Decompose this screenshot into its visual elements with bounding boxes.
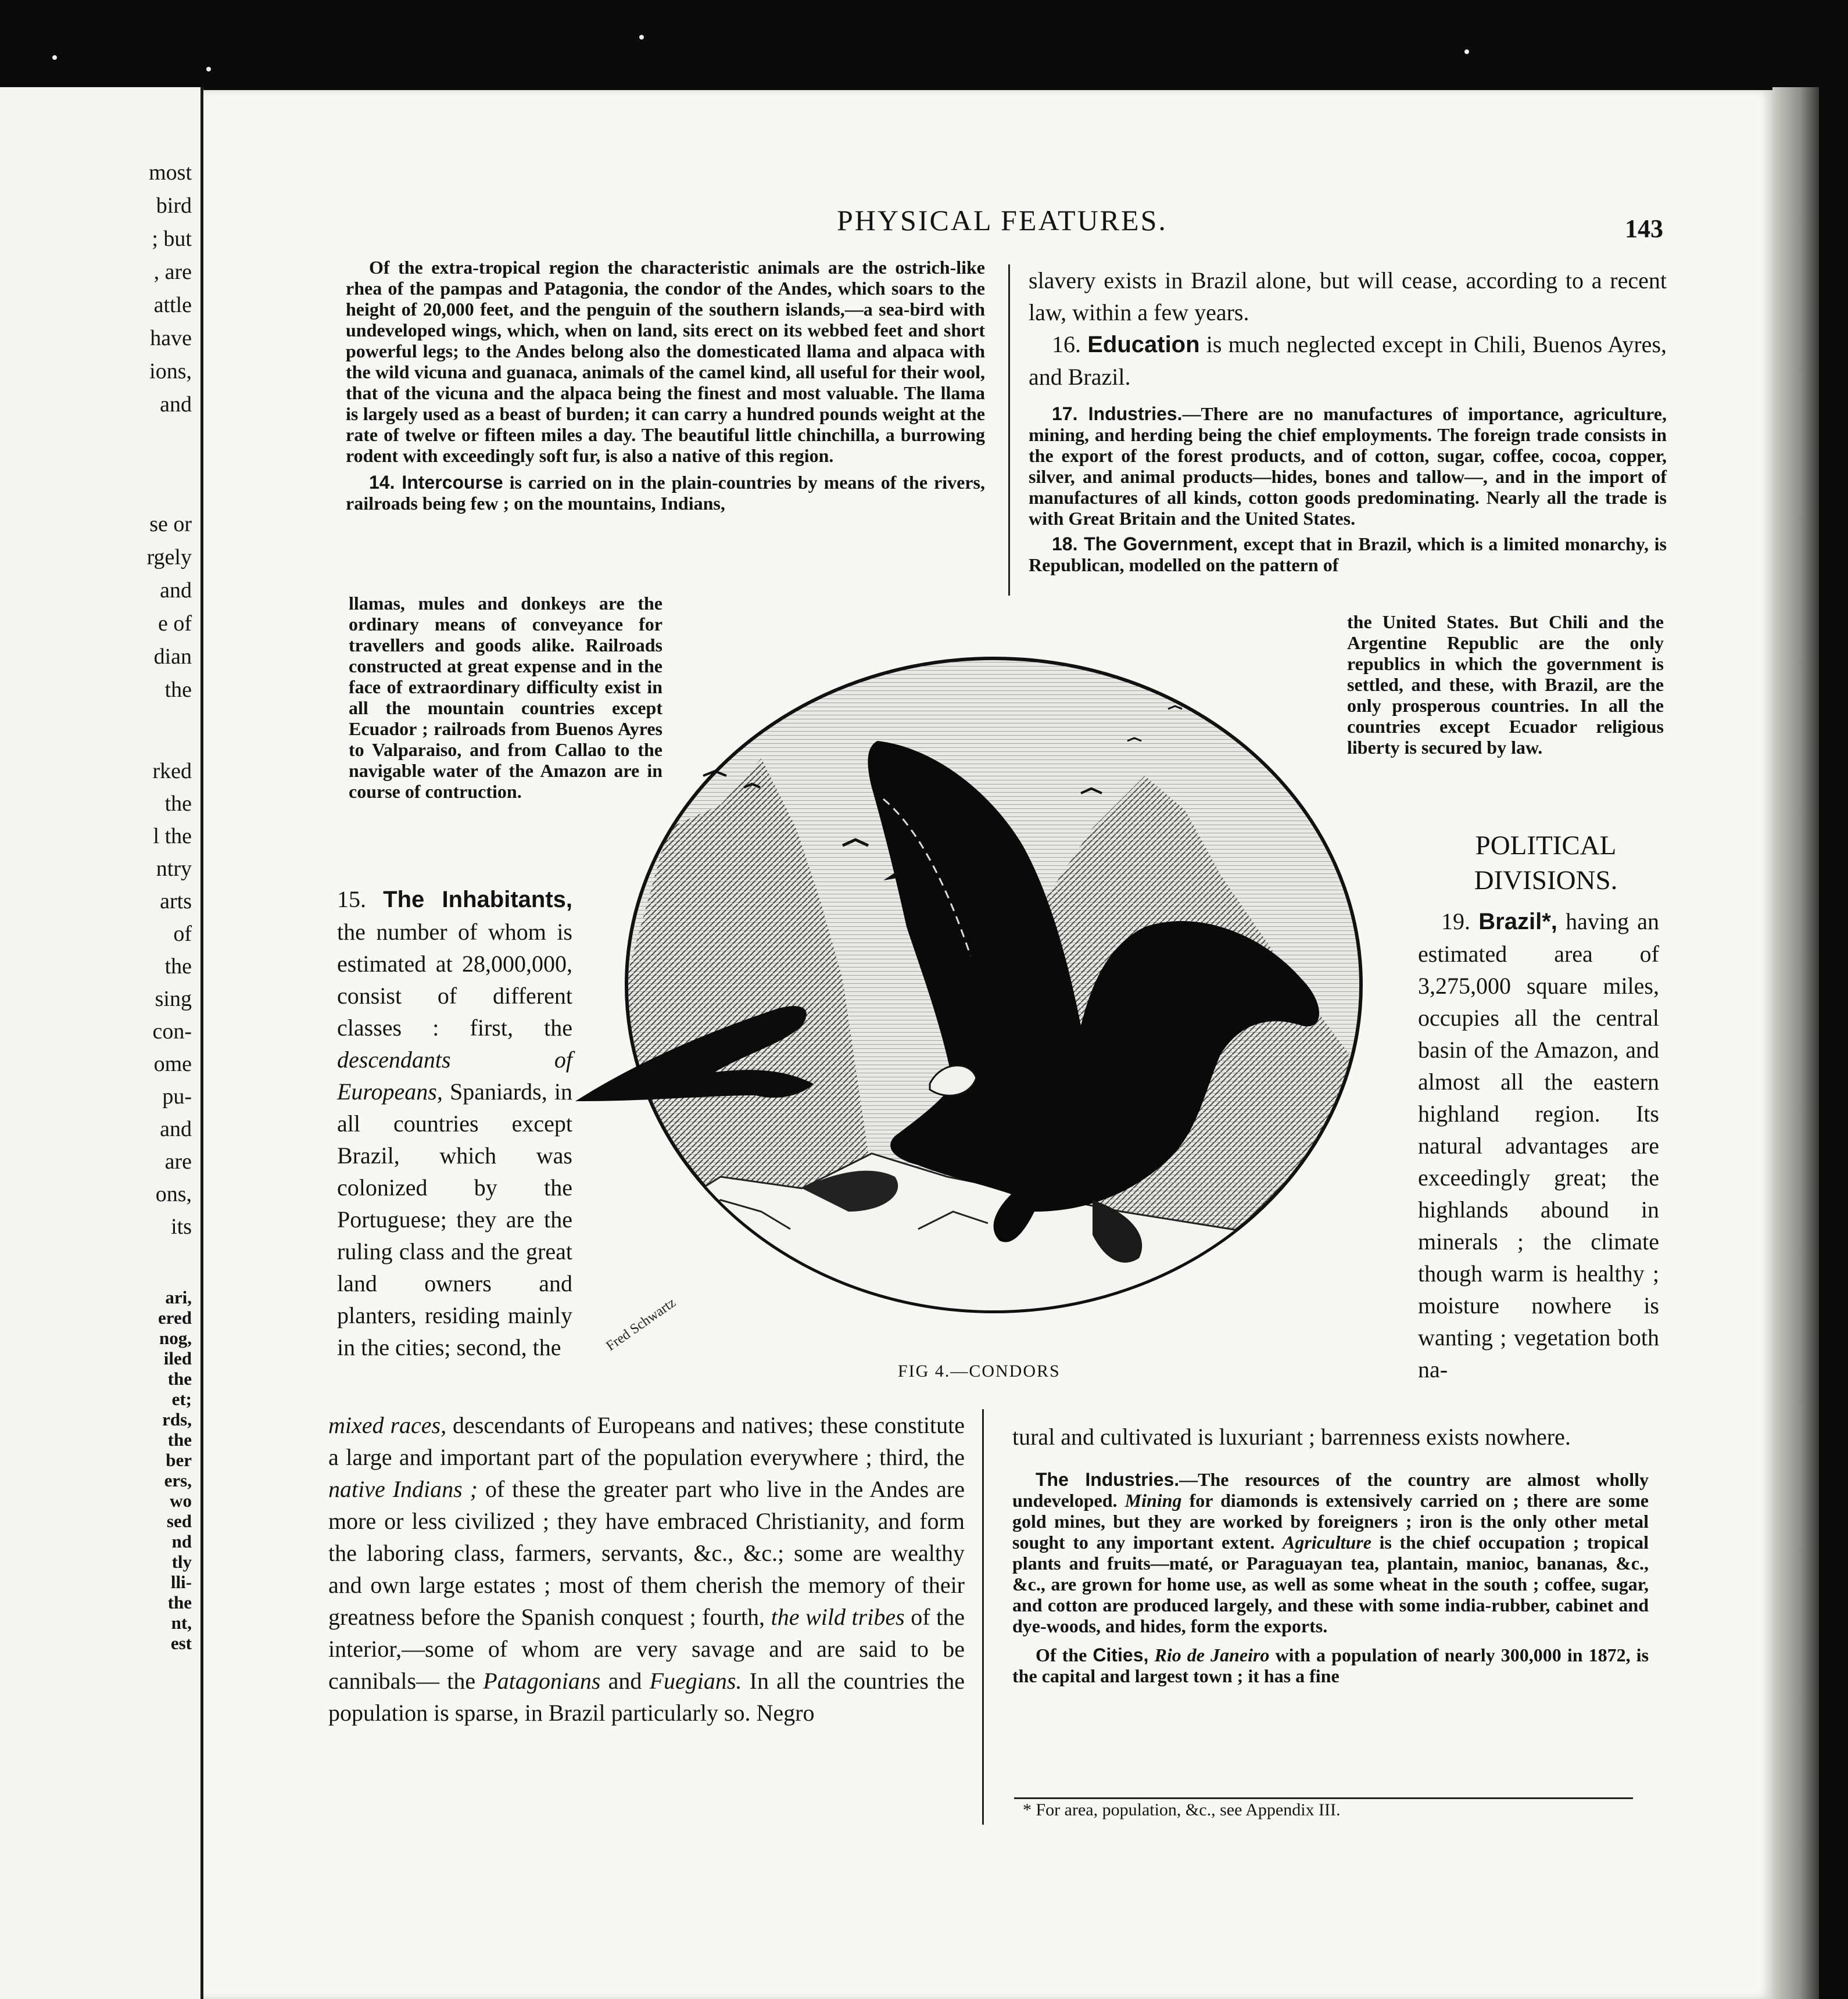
- left-page-fragment: ions,: [149, 359, 192, 384]
- dust-speck: [639, 35, 644, 40]
- text-run: is the chief occupation ; tropical plants and fruits—maté, or Paraguayan tea, plantain, manioc, bananas, &c., &c., are grown for home use, as well as some wheat in the south ; coffee, sugar, and cotton are produced largely, and these with some india-rubber, cabinet and dye-woods, and hides, form the exports.: [1012, 1532, 1649, 1636]
- left-page-fragment: nog,: [159, 1328, 192, 1348]
- left-page-fragment: sing: [155, 987, 192, 1011]
- industries-heading: 17. Industries.: [1052, 403, 1183, 424]
- republics-paragraph: the United States. But Chili and the Argentine Republic are the only republics in which the government is settled, and these, with Brazil, are the only prosperous countries. In all the countries except Ecuador religious liberty is secured by law.: [1347, 611, 1664, 758]
- left-page-fragment: est: [170, 1633, 192, 1653]
- left-page-fragment: and: [160, 392, 192, 417]
- dust-speck: [1464, 49, 1469, 54]
- left-page-fragment: et;: [171, 1389, 192, 1409]
- left-page-fragment: the: [164, 678, 192, 702]
- left-page-fragment: rgely: [146, 545, 192, 569]
- column-rule-bottom: [982, 1409, 984, 1825]
- left-page-fragment: sed: [166, 1511, 192, 1531]
- text-run: Of the: [1036, 1645, 1093, 1665]
- left-page-fragment: the: [167, 1430, 192, 1450]
- page-number: 143: [1625, 214, 1663, 243]
- left-page-fragment: con-: [152, 1019, 192, 1044]
- column-rule-top: [1008, 264, 1010, 596]
- condor-illustration: [570, 654, 1424, 1374]
- left-page-fragment: wo: [170, 1491, 192, 1511]
- political-divisions-title: [1453, 828, 1639, 898]
- education-number: 16.: [1052, 331, 1081, 357]
- inhabitants-heading: The Inhabitants,: [383, 887, 572, 912]
- left-page-fragment: the: [167, 1369, 192, 1389]
- text-run: In all the countries the population is sparse, in Brazil particularly so. Negro: [328, 1668, 965, 1726]
- left-page-fragment: of: [173, 922, 192, 946]
- brazil-industries-heading: The Industries.: [1036, 1469, 1180, 1490]
- left-page-fragment: , are: [153, 260, 192, 284]
- left-page-fragment: its: [171, 1215, 192, 1239]
- text-run: for diamonds is extensively carried on ; there are some gold mines, but they are worked by foreigners ; iron is the only other metal sought to any important extent.: [1012, 1490, 1649, 1553]
- dust-speck: [52, 55, 57, 60]
- left-page-fragment: tly: [171, 1552, 192, 1572]
- education-heading: Education: [1087, 332, 1200, 357]
- title-line-2: DIVISIONS.: [1474, 865, 1618, 895]
- left-page-fragment: the: [164, 791, 192, 816]
- industries-paragraph: [1029, 403, 1667, 529]
- brazil-industries-paragraph: [1012, 1469, 1649, 1636]
- education-text: is much neglected except in Chili, Buenos Ayres, and Brazil.: [1029, 331, 1667, 390]
- figure-caption: FIG 4.—CONDORS: [898, 1362, 1061, 1381]
- intercourse-text: is carried on in the plain-countries by means of the rivers, railroads being few ; on the mountains, Indians,: [346, 472, 986, 514]
- left-page-fragment: ons,: [155, 1182, 192, 1206]
- footnote-rule: [1014, 1797, 1633, 1799]
- government-heading: 18. The Government,: [1052, 533, 1238, 554]
- left-page-fragment: most: [149, 160, 192, 185]
- mixed-races: mixed races,: [328, 1412, 447, 1438]
- cities-paragraph: [1012, 1645, 1649, 1686]
- wild-tribes: the wild tribes: [771, 1604, 905, 1630]
- left-page-fragment: lli-: [170, 1572, 192, 1592]
- right-column-top: [1029, 264, 1667, 575]
- left-page-fragment: iled: [163, 1348, 192, 1369]
- transport-paragraph: llamas, mules and donkeys are the ordinary means of conveyance for travellers and goods alike. Railroads constructed at great expense and in the face of extraordinary difficulty exist in all the mountain countries except Ecuador ; railroads from Buenos Ayres to Valparaiso, and from Callao to the navigable water of the Amazon are in course of contruction.: [349, 593, 662, 802]
- patagonians: Patagonians: [483, 1668, 601, 1694]
- right-column-bottom: [1012, 1421, 1649, 1686]
- left-page-fragment: e of: [157, 611, 192, 636]
- native-indians: native Indians ;: [328, 1476, 478, 1502]
- running-head: PHYSICAL FEATURES.: [837, 204, 1167, 237]
- left-page-fragment: attle: [153, 293, 192, 317]
- inhabitants-continued: [328, 1409, 965, 1729]
- left-page-fragment: and: [160, 1117, 192, 1141]
- text-run: descendants of Europeans and natives; these constitute a large and important part of the population everywhere ; third, the: [328, 1412, 965, 1470]
- engraver-signature: Fred Schwartz: [603, 1295, 679, 1354]
- left-page-fragment: pu-: [162, 1084, 192, 1109]
- left-page-fragment: arts: [160, 889, 192, 913]
- brazil-heading: Brazil*,: [1478, 909, 1557, 934]
- footnote: * For area, population, &c., see Appendix III.: [1023, 1800, 1341, 1819]
- slavery-paragraph: slavery exists in Brazil alone, but will cease, according to a recent law, within a few years.: [1029, 267, 1667, 325]
- left-page-fragment: have: [150, 326, 192, 350]
- text-run: and: [600, 1668, 650, 1694]
- left-page-fragment: rds,: [162, 1409, 192, 1430]
- left-page-fragment: the: [164, 954, 192, 979]
- left-page-fragment: ered: [158, 1307, 192, 1328]
- text-run: with a population of nearly 300,000 in 1872, is the capital and largest town ; it has a fine: [1012, 1645, 1649, 1686]
- condor-paragraph: [346, 257, 985, 514]
- dust-speck: [206, 67, 211, 71]
- agriculture-emphasis: Agriculture: [1283, 1532, 1371, 1553]
- left-page-fragment: ntry: [156, 857, 192, 881]
- government-paragraph: [1029, 533, 1667, 575]
- text-run: of these the greater part who live in the Andes are more or less civilized ; they have embraced Christianity, and form the laboring class, farmers, servants, &c., &c.; some are wealthy and own large estates ; most of them cherish the memory of their greatness before the Spanish conquest ; fourth,: [328, 1476, 965, 1630]
- education-paragraph: [1029, 328, 1667, 393]
- book-spine: [1772, 87, 1819, 1999]
- fuegians: Fuegians.: [649, 1668, 742, 1694]
- left-page-fragment: nt,: [171, 1613, 192, 1633]
- brazil-number: 19.: [1441, 908, 1470, 934]
- text-run: —The resources of the country are almost wholly undeveloped.: [1012, 1469, 1649, 1511]
- extra-tropical-paragraph: Of the extra-tropical region the characteristic animals are the ostrich-like rhea of the pampas and Patagonia, the condor of the Andes, which soars to the height of 20,000 feet, and the penguin of the southern islands,—a sea-bird with undeveloped wings, which, when on land, sits erect on its webbed feet and short powerful legs; to the Andes belong also the domesticated llama and alpaca with the wild vicuna and guanaca, animals of the camel kind, all useful for their wool, that of the vicuna and the alpaca being the finest and most valuable. The llama is largely used as a beast of burden; it can carry a hundred pounds weight at the rate of twelve or fifteen miles a day. The beautiful little chinchilla, a burrowing rodent with exceedingly soft fur, is also a native of this region.: [346, 257, 985, 466]
- left-page-fragment: ber: [166, 1450, 192, 1470]
- inhabitants-number: 15.: [337, 886, 366, 912]
- left-page-fragment: the: [167, 1592, 192, 1613]
- industries-text: —There are no manufactures of importance, agriculture, mining, and herding being the chief employments. The foreign trade consists in the export of the forest products, and of cotton, sugar, coffee, cocoa, copper, silver, and animal products—hides, bones and tallow—, and in the import of manufactures of all kinds, cotton goods predominating. Nearly all the trade is with Great Britain and the United States.: [1029, 403, 1667, 529]
- rio-emphasis: Rio de Janeiro: [1148, 1645, 1270, 1665]
- left-page-fragment: ome: [153, 1052, 192, 1076]
- left-page-fragment: and: [160, 578, 192, 603]
- left-page-fragment: are: [164, 1149, 192, 1174]
- cities-heading: Cities,: [1093, 1645, 1149, 1665]
- intercourse-heading: 14. Intercourse: [369, 472, 503, 493]
- left-page-fragment: se or: [149, 512, 192, 536]
- mining-emphasis: Mining: [1124, 1490, 1182, 1511]
- government-text: except that in Brazil, which is a limited monarchy, is Republican, modelled on the pattern of: [1029, 533, 1667, 575]
- inhabitants-paragraph: [337, 883, 572, 1363]
- left-page-fragment: l the: [153, 824, 192, 848]
- inhabitants-text: the number of whom is estimated at 28,000,000, consist of different classes : first, the: [337, 919, 572, 1041]
- left-page-fragment: nd: [171, 1531, 192, 1552]
- brazil-text: having an estimated area of 3,275,000 square miles, occupies all the central basin of the Amazon, and almost all the eastern highland region. Its natural advantages are exceedingly great; the highlands abound in minerals ; the climate though warm is healthy ; moisture nowhere is wanting ; vegetation both na-: [1418, 908, 1660, 1382]
- vegetation-continued: tural and cultivated is luxuriant ; barrenness exists nowhere.: [1012, 1424, 1571, 1450]
- descendants-europeans: descendants of Europeans,: [337, 1047, 572, 1105]
- left-page-fragment: bird: [156, 194, 192, 218]
- text-run: of the interior,—some of whom are very savage and are said to be cannibals— the: [328, 1604, 965, 1694]
- left-page-fragment: rked: [152, 759, 192, 783]
- inhabitants-text-2: Spaniards, in all countries except Brazil, which was colonized by the Portuguese; they are the ruling class and the great land owners and planters, residing mainly in the cities; second, the: [337, 1079, 572, 1360]
- left-page-fragment: ers,: [164, 1470, 192, 1491]
- brazil-paragraph: [1418, 905, 1659, 1385]
- left-page-fragment: ; but: [152, 227, 192, 251]
- title-line-1: POLITICAL: [1475, 830, 1617, 861]
- intercourse-paragraph: [346, 472, 985, 514]
- left-page-fragment: ari,: [165, 1287, 192, 1307]
- left-page-fragment: dian: [153, 644, 192, 669]
- left-page: [0, 87, 204, 1999]
